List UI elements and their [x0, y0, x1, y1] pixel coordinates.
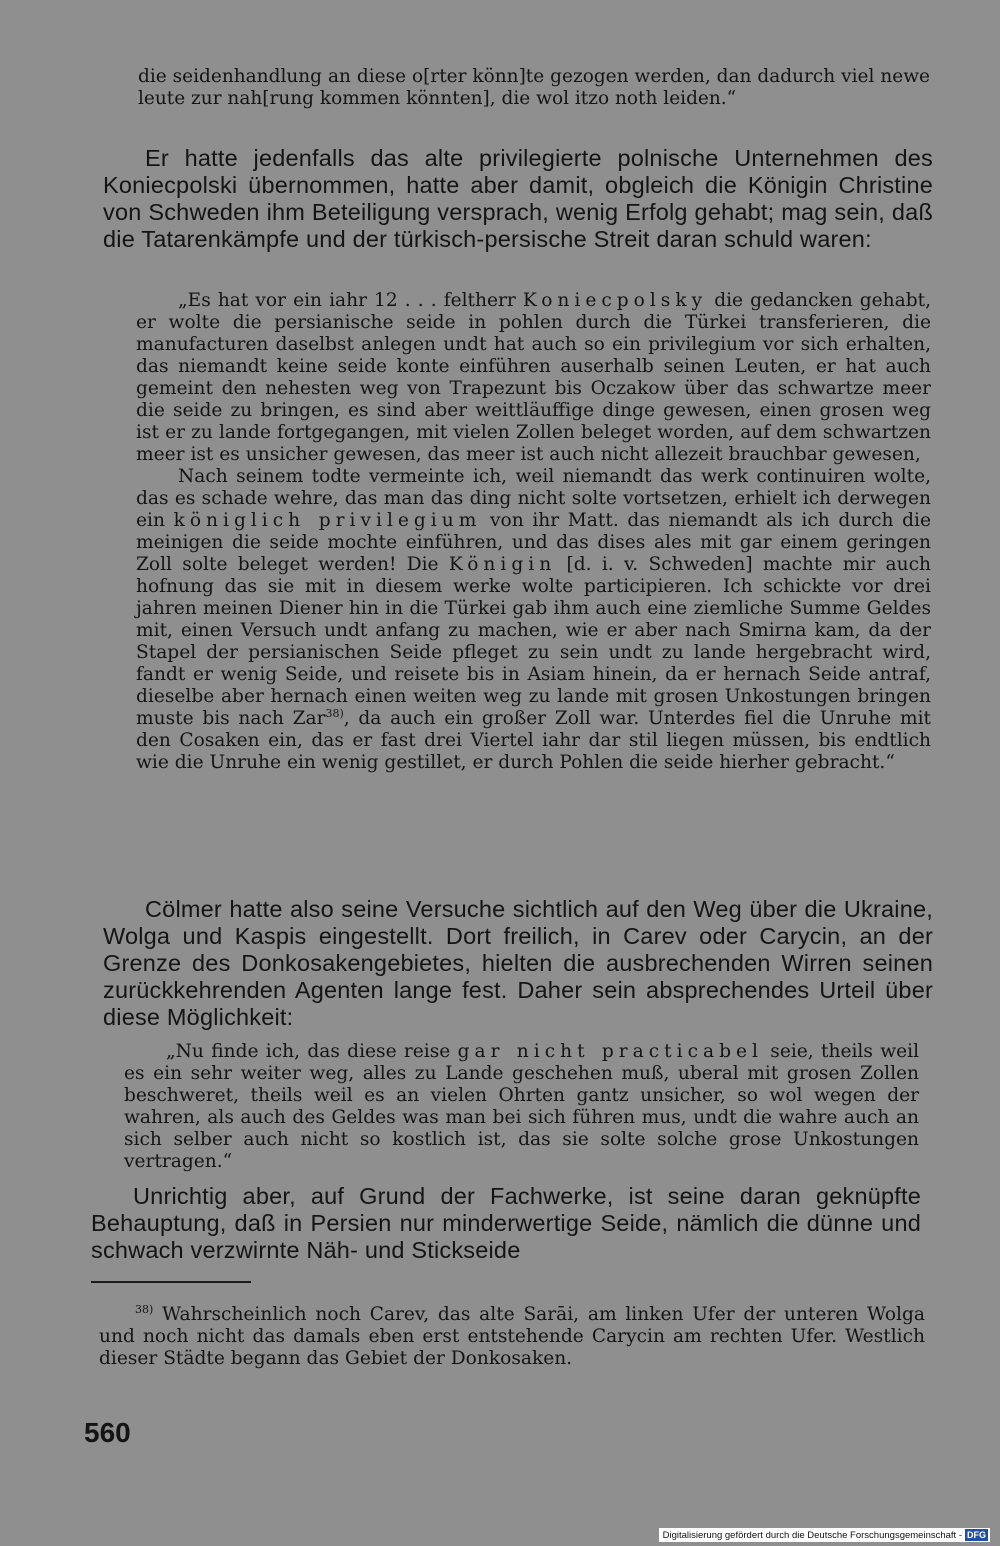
- credit-text: Digitalisierung gefördert durch die Deutsche Forschungsgemeinschaft -: [662, 1529, 962, 1541]
- spaced-konigin: Königin: [448, 554, 557, 575]
- body-paragraph-1: [103, 145, 933, 253]
- page-number: 560: [84, 1417, 131, 1448]
- footnote-text: Wahrscheinlich noch Carev, das alte Sarāi, am linken Ufer der unteren Wolga und noch nicht das damals eben erst entstehende Carycin am rechten Ufer. Westlich dieser Städte begann das Gebiet der Donkosaken.: [99, 1304, 925, 1369]
- footnote-38: [99, 1304, 925, 1370]
- opening-quote: die seidenhandlung an diese o[rter könn]te gezogen werden, dan dadurch viel newe leute zur nah[rung kommen könnten], die wol itzo noth leiden.“: [138, 66, 930, 109]
- block-quote-2: „Nu finde ich, das diese reise gar nicht practicabel seie, theils weil es ein sehr weiter weg, alles zu Lande geschehen muß, uberal mit grosen Zollen beschweret, theils weil es an vielen Ohrten gantz unsicher, so wol wegen der wahren, als auch des Geldes was man bei sich führen mus, undt die wahre auch an sich selber auch nicht so kostlich ist, das sie solte solche grose Unkostungen vertragen.“: [124, 1041, 920, 1172]
- block-quote-1-para-2: Nach seinem todte vermeinte ich, weil niemandt das werk continuiren wolte, das es schade wehre, das man das ding nicht solte vortsetzen, erhielt ich derwegen ein königlich privilegium von ihr Matt. das niemandt als ich durch die meinigen die seide mochte einführen, und das dises ales mit gar einem geringen Zoll solte beleget werden! Die Königin [d. i. v. Schweden] machte mir auch hofnung das sie mit in diesem werke wolte participieren. Ich schickte vor drei jahren meinen Diener hin in die Türkei gab ihm auch eine ziemliche Summe Geldes mit, einen Versuch undt anfang zu machen, wie er aber nach Smirna kam, da der Stapel der persianischen Seide pfleget zu sein undt zu lande hergebracht wird, fandt er wenig Seide, und reisete bis in Asiam hinein, da er hernach Seide antraf, dieselbe aber hernach einen weiten weg zu lande mit grosen Unkostungen bringen muste bis nach Zar$^{38)}$, da auch ein großer Zoll war. Unterdes fiel die Unruhe mit den Cosaken ein, das er fast drei Viertel iahr dar stil liegen müssen, bis endtlich wie die Unruhe ein wenig gestillet, er durch Pohlen die seide hierher gebracht.“: [136, 466, 931, 773]
- block-quote-1: [136, 290, 931, 774]
- spaced-name-koniecpolsky: Koniecpolsky: [522, 290, 708, 311]
- footnote-divider: [91, 1281, 251, 1283]
- digitization-credit: [659, 1528, 990, 1542]
- dfg-logo-icon[interactable]: DFG: [967, 1530, 986, 1540]
- spaced-gar-nicht-practicabel: gar nicht practicabel: [457, 1041, 763, 1062]
- body-paragraph-3-text: Unrichtig aber, auf Grund der Fachwerke, ist seine daran geknüpfte Behauptung, daß in Persien nur minderwertige Seide, nämlich die dünne und schwach verzwirnte Näh- und Stickseide: [91, 1183, 921, 1263]
- footnote-reference[interactable]: 38): [325, 706, 344, 720]
- footnote-marker: 38): [135, 1302, 154, 1316]
- body-paragraph-1-text: Er hatte jedenfalls das alte privilegierte polnische Unternehmen des Koniecpolski übernommen, hatte aber damit, obgleich die Königin Christine von Schweden ihm Beteiligung versprach, wenig Erfolg gehabt; mag sein, daß die Tatarenkämpfe und der türkisch-persische Streit daran schuld waren:: [103, 145, 933, 252]
- spaced-koniglich-privilegium: königlich privilegium: [173, 510, 482, 531]
- body-paragraph-3: [91, 1183, 921, 1264]
- body-paragraph-2: [103, 896, 933, 1031]
- block-quote-1-para-1: „Es hat vor ein iahr 12 . . . feltherr Koniecpolsky die gedancken gehabt, er wolte die persianische seide in pohlen durch die Türkei transferieren, die manufacturen daselbst anlegen undt hat auch so ein privilegium vor sich erhalten, das niemandt keine seide konte einführen auserhalb seinen Leuten, er hat auch gemeint den nehesten weg von Trapezunt bis Oczakow über das schwartze meer die seide zu bringen, es sind aber weittläuffige dinge gewesen, einen grosen weg ist er zu lande fortgegangen, mit vielen Zollen beleget worden, auf dem schwartzen meer ist es unsicher gewesen, das meer ist auch nicht allezeit brauchbar gewesen,: [136, 290, 931, 465]
- body-paragraph-2-text: Cölmer hatte also seine Versuche sichtlich auf den Weg über die Ukraine, Wolga und Kaspis eingestellt. Dort freilich, in Carev oder Carycin, an der Grenze des Donkosakengebietes, hielten die ausbrechenden Wirren seinen zurückkehrenden Agenten lange fest. Daher sein absprechendes Urteil über diese Möglichkeit:: [103, 896, 933, 1030]
